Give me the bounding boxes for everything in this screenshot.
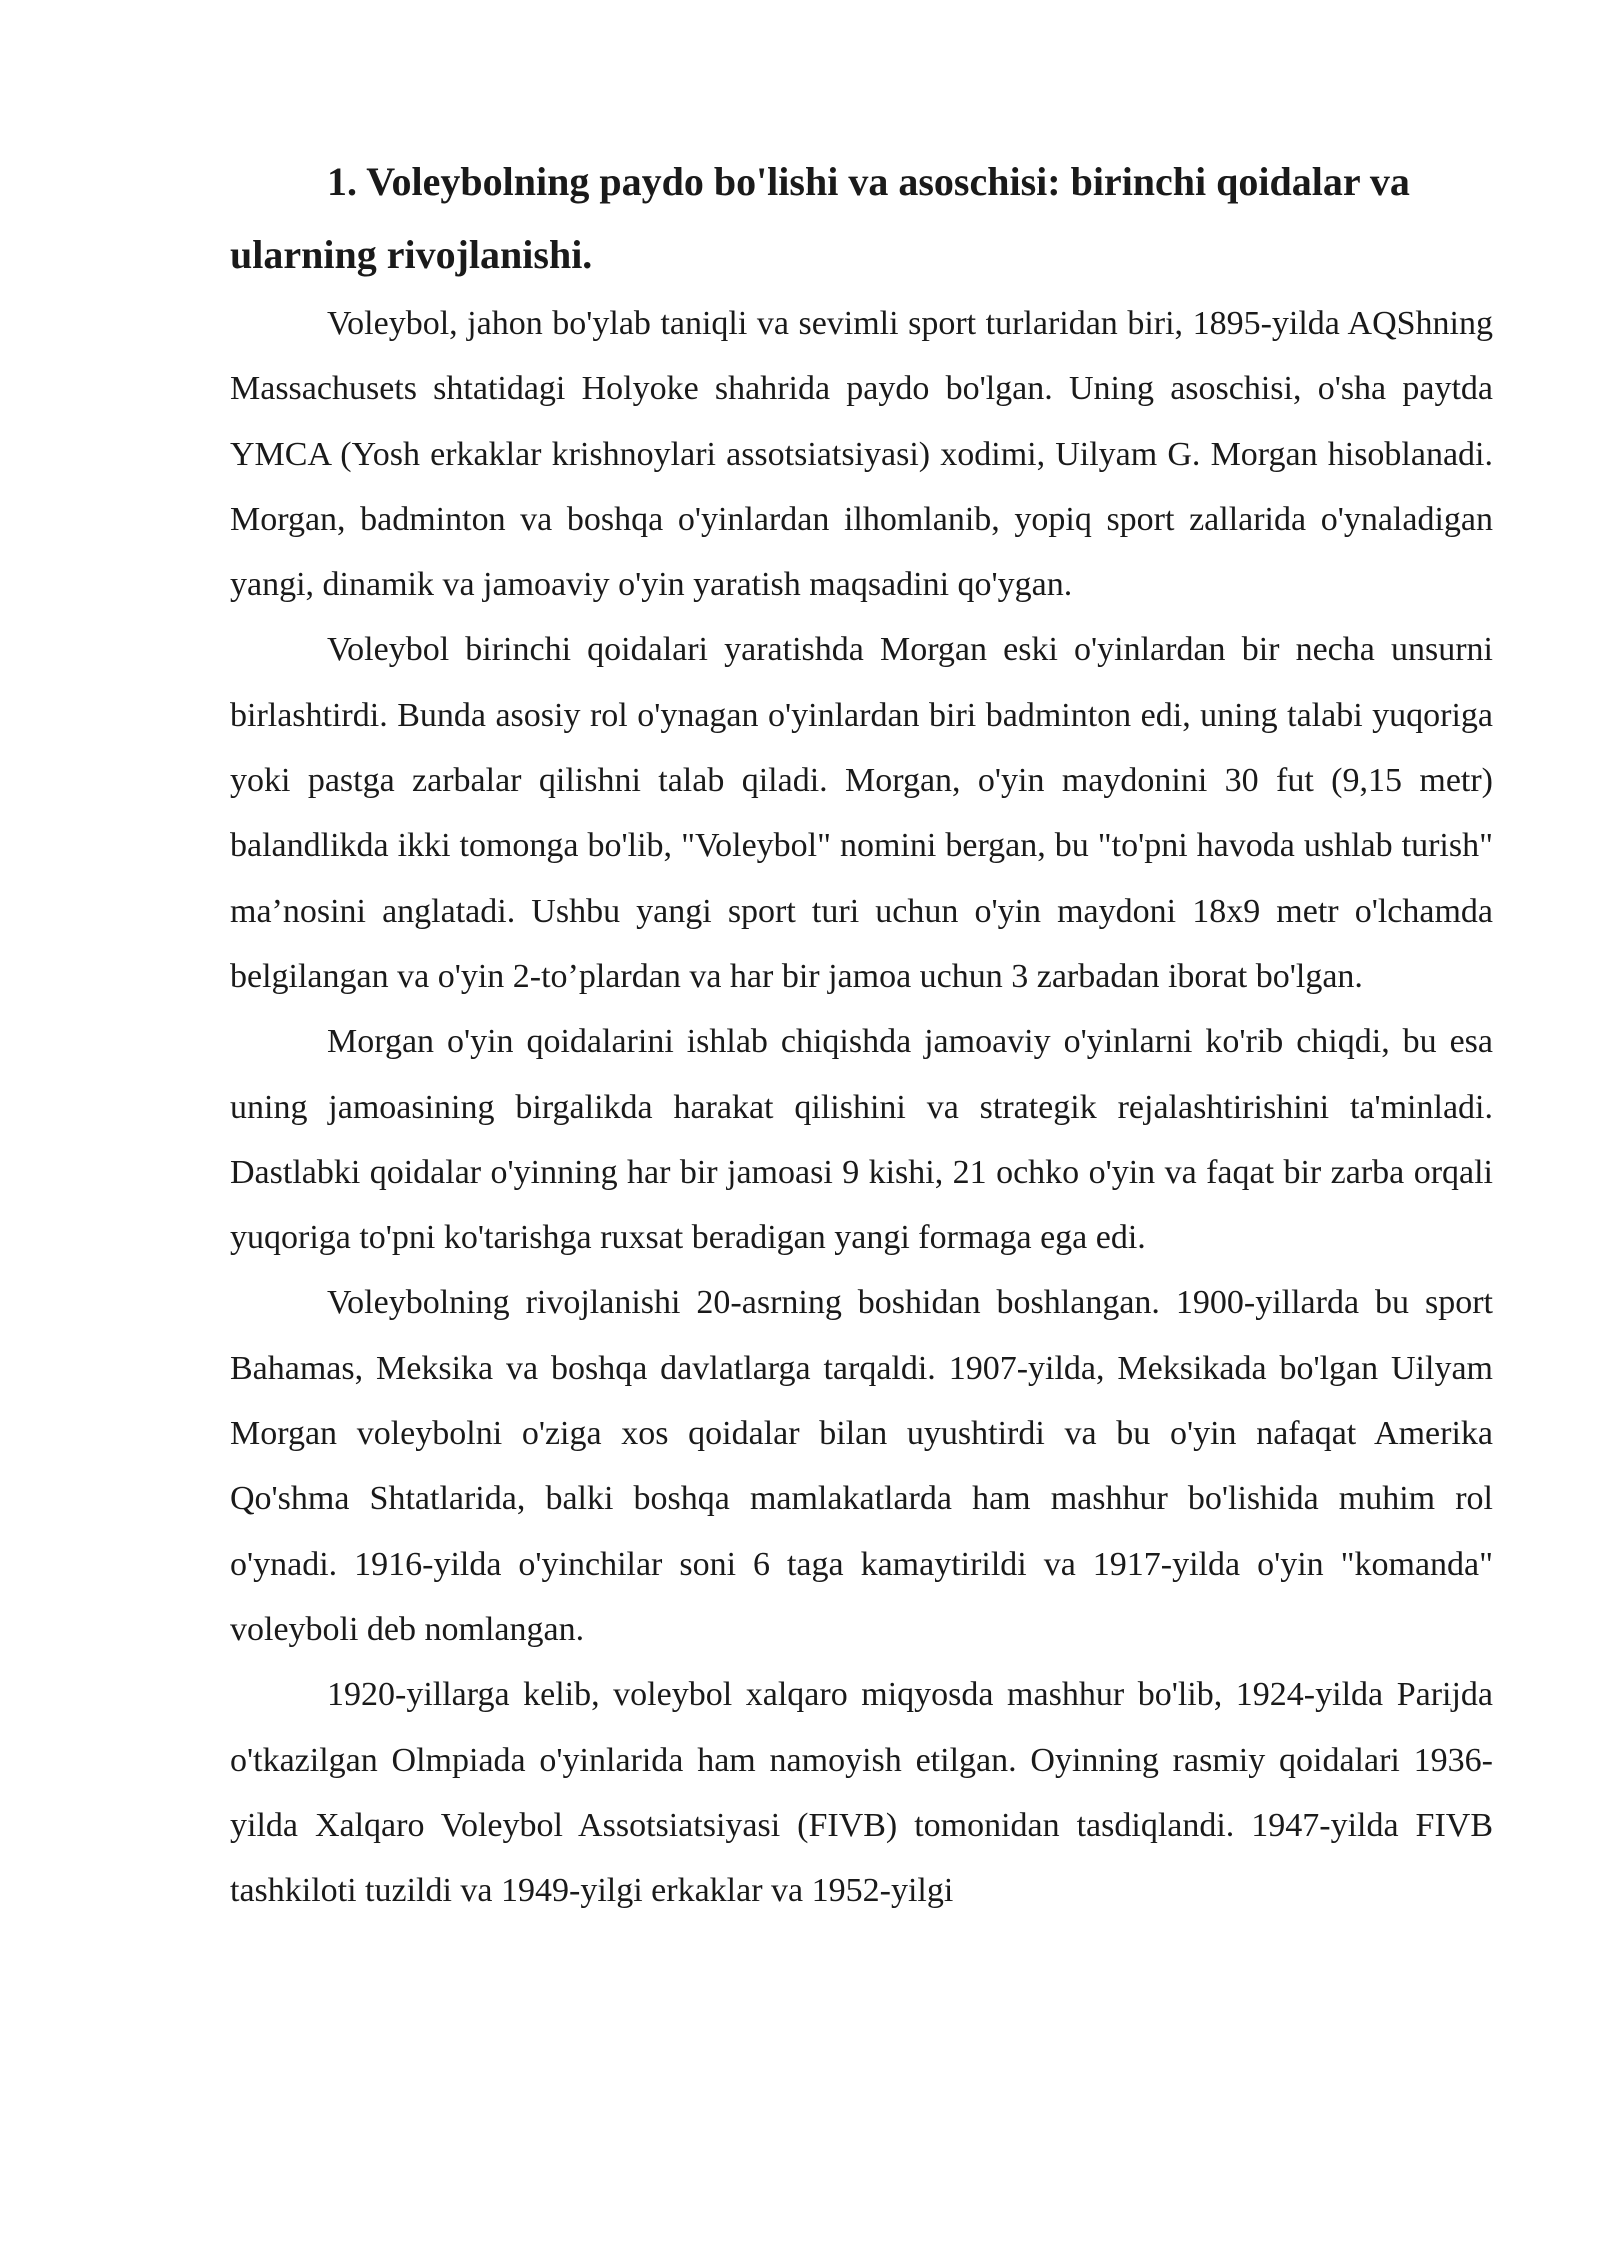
paragraph-2: Voleybol birinchi qoidalari yaratishda Morgan eski o'yinlardan bir necha unsurni birlashtirdi. Bunda asosiy rol o'ynagan o'yinlardan biri badminton edi, uning talabi yuqoriga yoki pastga zarbalar qilishni talab qiladi. Morgan, o'yin maydonini 30 fut (9,15 metr) balandlikda ikki tomonga bo'lib, "Voleybol" nomini bergan, bu "to'pni havoda ushlab turish" ma’nosini anglatadi. Ushbu yangi sport turi uchun o'yin maydoni 18x9 metr o'lchamda belgilangan va o'yin 2-to’plardan va har bir jamoa uchun 3 zarbadan iborat bo'lgan. bbox=[230, 631, 1493, 995]
paragraph-3: Morgan o'yin qoidalarini ishlab chiqishda jamoaviy o'yinlarni ko'rib chiqdi, bu esa uning jamoasining birgalikda harakat qilishini va strategik rejalashtirishini ta'minladi. Dastlabki qoidalar o'yinning har bir jamoasi 9 kishi, 21 ochko o'yin va faqat bir zarba orqali yuqoriga to'pni ko'tarishga ruxsat beradigan yangi formaga ega edi. bbox=[230, 1023, 1493, 1257]
paragraph-1: Voleybol, jahon bo'ylab taniqli va sevimli sport turlaridan biri, 1895-yilda AQShning Massachusets shtatidagi Holyoke shahrida paydo bo'lgan. Uning asoschisi, o'sha paytda YMCA (Yosh erkaklar krishnoylari assotsiatsiyasi) xodimi, Uilyam G. Morgan hisoblanadi. Morgan, badminton va boshqa o'yinlardan ilhomlanib, yopiq sport zallarida o'ynaladigan yangi, dinamik va jamoaviy o'yin yaratish maqsadini qo'ygan. bbox=[230, 305, 1493, 604]
paragraph-4: Voleybolning rivojlanishi 20-asrning boshidan boshlangan. 1900-yillarda bu sport Bahamas, Meksika va boshqa davlatlarga tarqaldi. 1907-yilda, Meksikada bo'lgan Uilyam Morgan voleybolni o'ziga xos qoidalar bilan uyushtirdi va bu o'yin nafaqat Amerika Qo'shma Shtatlarida, balki boshqa mamlakatlarda ham mashhur bo'lishida muhim rol o'ynadi. 1916-yilda o'yinchilar soni 6 taga kamaytirildi va 1917-yilda o'yin "komanda" voleyboli deb nomlangan. bbox=[230, 1284, 1493, 1648]
document-body bbox=[230, 145, 1493, 1923]
paragraph-5: 1920-yillarga kelib, voleybol xalqaro miqyosda mashhur bo'lib, 1924-yilda Parijda o'tkazilgan Olmpiada o'yinlarida ham namoyish etilgan. Oyinning rasmiy qoidalari 1936-yilda Xalqaro Voleybol Assotsiatsiyasi (FIVB) tomonidan tasdiqlandi. 1947-yilda FIVB tashkiloti tuzildi va 1949-yilgi erkaklar va 1952-yilgi bbox=[230, 1676, 1493, 1910]
section-heading: 1. Voleybolning paydo bo'lishi va asoschisi: birinchi qoidalar va ularning rivojlanishi. bbox=[230, 159, 1410, 277]
